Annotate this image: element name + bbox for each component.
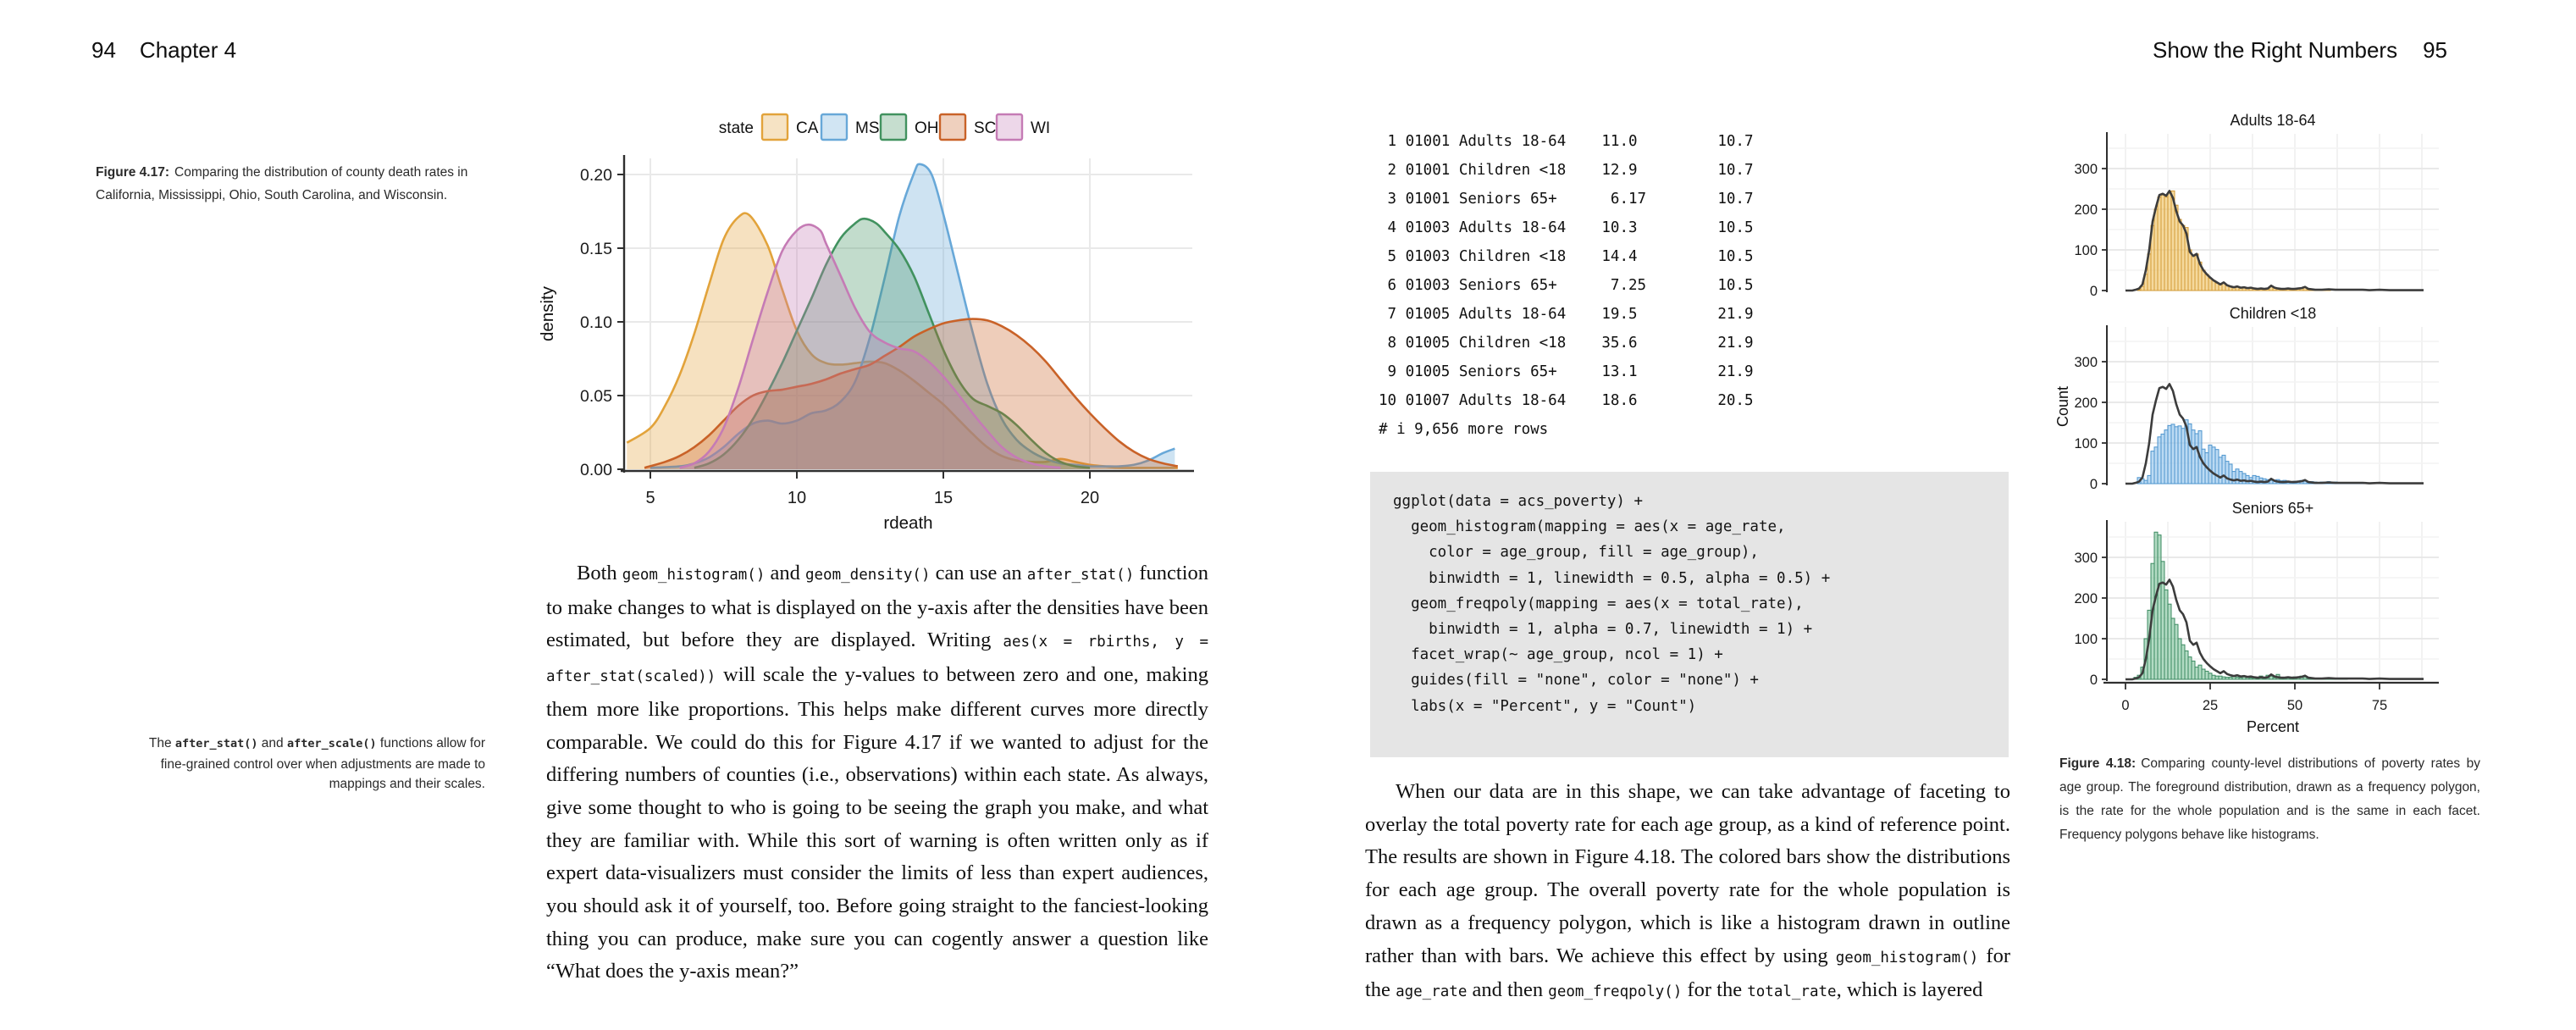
console-footer: # i 9,656 more rows xyxy=(1379,421,1549,438)
code-line: geom_freqpoly(mapping = aes(x = total_rate), xyxy=(1393,595,1804,612)
margin-note xyxy=(130,734,485,795)
figure-4-18-label: Figure 4.18: xyxy=(2059,756,2137,771)
code-line: facet_wrap(~ age_group, ncol = 1) + xyxy=(1393,646,1723,664)
console-row: 6 01003 Seniors 65+ 7.25 10.5 xyxy=(1379,277,1754,294)
inline-code: after_stat() xyxy=(174,737,258,750)
inline-code: after_stat() xyxy=(1026,567,1135,584)
text-run: and xyxy=(765,562,805,584)
page-number-right: 95 xyxy=(2423,37,2447,63)
right-running-head xyxy=(2153,37,2447,64)
right-body-paragraph xyxy=(1365,776,2010,1030)
svg-text:Children <18: Children <18 xyxy=(2229,305,2317,322)
text-run: can use an xyxy=(930,562,1027,584)
console-row: 9 01005 Seniors 65+ 13.1 21.9 xyxy=(1379,363,1754,380)
svg-text:SC: SC xyxy=(974,119,997,137)
console-row: 7 01005 Adults 18-64 19.5 21.9 xyxy=(1379,306,1754,323)
svg-text:300: 300 xyxy=(2074,162,2098,177)
svg-text:0.10: 0.10 xyxy=(580,313,612,332)
text-run: for the xyxy=(1682,978,1748,1002)
console-row: 3 01001 Seniors 65+ 6.17 10.7 xyxy=(1379,191,1754,208)
svg-text:25: 25 xyxy=(2202,698,2219,713)
svg-text:state: state xyxy=(718,119,754,137)
console-row: 8 01005 Children <18 35.6 21.9 xyxy=(1379,335,1754,352)
inline-code: aes(x = rbirths, y = after_stat(scaled)) xyxy=(546,634,1208,686)
svg-text:0.05: 0.05 xyxy=(580,387,612,406)
figure-4-17-chart xyxy=(521,97,1207,563)
svg-text:WI: WI xyxy=(1031,119,1051,137)
inline-code: total_rate xyxy=(1747,983,1837,1001)
text-run: When our data are in this shape, we can take advantage of faceting to overlay the total poverty rate for each age group, as a kind of reference point. The results are shown in Figure 4.18. The colored bars show the distributions for each age group. The overall poverty rate for the whole population is drawn as a frequency polygon, which is like a histogram drawn in outline rather than with bars. We achieve this effect by using xyxy=(1365,780,2010,967)
svg-text:0.15: 0.15 xyxy=(580,240,612,258)
svg-text:OH: OH xyxy=(915,119,939,137)
code-line: guides(fill = "none", color = "none") + xyxy=(1393,672,1759,689)
svg-text:Seniors 65+: Seniors 65+ xyxy=(2231,500,2314,517)
code-block xyxy=(1370,472,2009,757)
inline-code: geom_histogram() xyxy=(1835,949,1979,966)
page-number-left: 94 xyxy=(91,37,116,63)
svg-text:0: 0 xyxy=(2089,673,2098,688)
svg-text:0: 0 xyxy=(2089,477,2098,492)
text-run: and xyxy=(257,736,287,750)
inline-code: geom_density() xyxy=(804,567,931,584)
text-run: and then xyxy=(1467,978,1549,1002)
code-line: ggplot(data = acs_poverty) + xyxy=(1393,493,1644,510)
svg-text:0.00: 0.00 xyxy=(580,461,612,479)
svg-text:50: 50 xyxy=(2286,698,2303,713)
inline-code: geom_freqpoly() xyxy=(1548,983,1683,1001)
figure-4-18-chart xyxy=(2056,103,2479,739)
svg-text:15: 15 xyxy=(933,489,954,507)
svg-text:75: 75 xyxy=(2371,698,2388,713)
text-run: function to make changes to what is displayed on the y-axis after the densities have been estimated, but before they are displayed. Writing xyxy=(546,562,1208,652)
svg-text:0.20: 0.20 xyxy=(580,166,612,185)
svg-text:5: 5 xyxy=(645,489,655,507)
text-run: functions allow for fine-grained control over when adjustments are made to mappings and their scales. xyxy=(160,736,485,791)
inline-code: geom_histogram() xyxy=(622,567,766,584)
svg-text:200: 200 xyxy=(2074,591,2098,606)
inline-code: age_rate xyxy=(1396,983,1468,1001)
left-running-head xyxy=(91,37,236,64)
text-run: for the xyxy=(1365,944,2010,1002)
svg-text:Adults 18-64: Adults 18-64 xyxy=(2230,112,2316,129)
left-body-paragraph xyxy=(546,557,1208,1028)
svg-text:rdeath: rdeath xyxy=(883,513,933,533)
console-row: 1 01001 Adults 18-64 11.0 10.7 xyxy=(1379,133,1754,150)
facet-chart-svg xyxy=(2056,103,2479,734)
text-run: The xyxy=(148,736,175,750)
svg-text:100: 100 xyxy=(2074,243,2098,258)
svg-text:10: 10 xyxy=(787,489,807,507)
console-row: 5 01003 Children <18 14.4 10.5 xyxy=(1379,248,1754,265)
console-row: 10 01007 Adults 18-64 18.6 20.5 xyxy=(1379,392,1754,409)
console-row: 2 01001 Children <18 12.9 10.7 xyxy=(1379,162,1754,179)
svg-text:density: density xyxy=(538,286,557,341)
svg-text:0: 0 xyxy=(2121,698,2130,713)
code-line: geom_histogram(mapping = aes(x = age_rate, xyxy=(1393,518,1786,536)
inline-code: after_scale() xyxy=(286,737,377,750)
running-head-title: Show the Right Numbers xyxy=(2153,37,2398,63)
figure-4-18-text: Comparing county-level distributions of poverty rates by age group. The foreground distribution, drawn as a frequency polygon, is the rate for the whole population and is the same in each facet. Frequency polygons behave like histograms. xyxy=(2059,756,2481,842)
svg-text:Percent: Percent xyxy=(2246,718,2300,734)
svg-text:100: 100 xyxy=(2074,436,2098,451)
figure-4-17-caption xyxy=(96,161,494,207)
text-run: will scale the y-values to between zero and one, making them more like proportions. This helps make different curves more directly comparable. We could do this for Figure 4.17 if we wanted to adjust for the differing numbers of counties (i.e., observations) within each state. As always, give some thought to who is going to be seeing the graph you make, and what they are familiar with. While this sort of warning is often written only as if expert data-visualizers must consider the limits of less than expert audiences, you should ask it of yourself, too. Before going straight to the fanciest-looking thing you can produce, make sure you can cogently answer a question like “What does the y-axis mean?” xyxy=(546,663,1208,983)
code-line: binwidth = 1, alpha = 0.7, linewidth = 1) + xyxy=(1393,621,1813,639)
console-output xyxy=(1379,127,1754,444)
code-line: color = age_group, fill = age_group), xyxy=(1393,544,1759,562)
text-run: Both xyxy=(577,562,622,584)
text-run: , which is layered xyxy=(1836,978,1983,1002)
svg-text:CA: CA xyxy=(796,119,819,137)
console-row: 4 01003 Adults 18-64 10.3 10.5 xyxy=(1379,219,1754,236)
svg-text:100: 100 xyxy=(2074,632,2098,647)
code-line: labs(x = "Percent", y = "Count") xyxy=(1393,697,1697,715)
svg-text:MS: MS xyxy=(855,119,880,137)
code-line: binwidth = 1, linewidth = 0.5, alpha = 0.5) + xyxy=(1393,569,1831,587)
chapter-title: Chapter 4 xyxy=(139,37,237,63)
svg-text:0: 0 xyxy=(2089,284,2098,299)
figure-4-17-label: Figure 4.17: xyxy=(96,165,169,180)
density-chart-svg xyxy=(521,97,1207,559)
svg-text:200: 200 xyxy=(2074,202,2098,218)
svg-text:300: 300 xyxy=(2074,355,2098,370)
figure-4-18-caption xyxy=(2059,752,2480,847)
svg-text:Count: Count xyxy=(2056,385,2071,428)
svg-text:20: 20 xyxy=(1080,489,1100,507)
svg-text:200: 200 xyxy=(2074,396,2098,411)
svg-text:300: 300 xyxy=(2074,551,2098,566)
figure-4-17-text: Comparing the distribution of county death rates in California, Mississippi, Ohio, South Carolina, and Wisconsin. xyxy=(96,165,468,202)
